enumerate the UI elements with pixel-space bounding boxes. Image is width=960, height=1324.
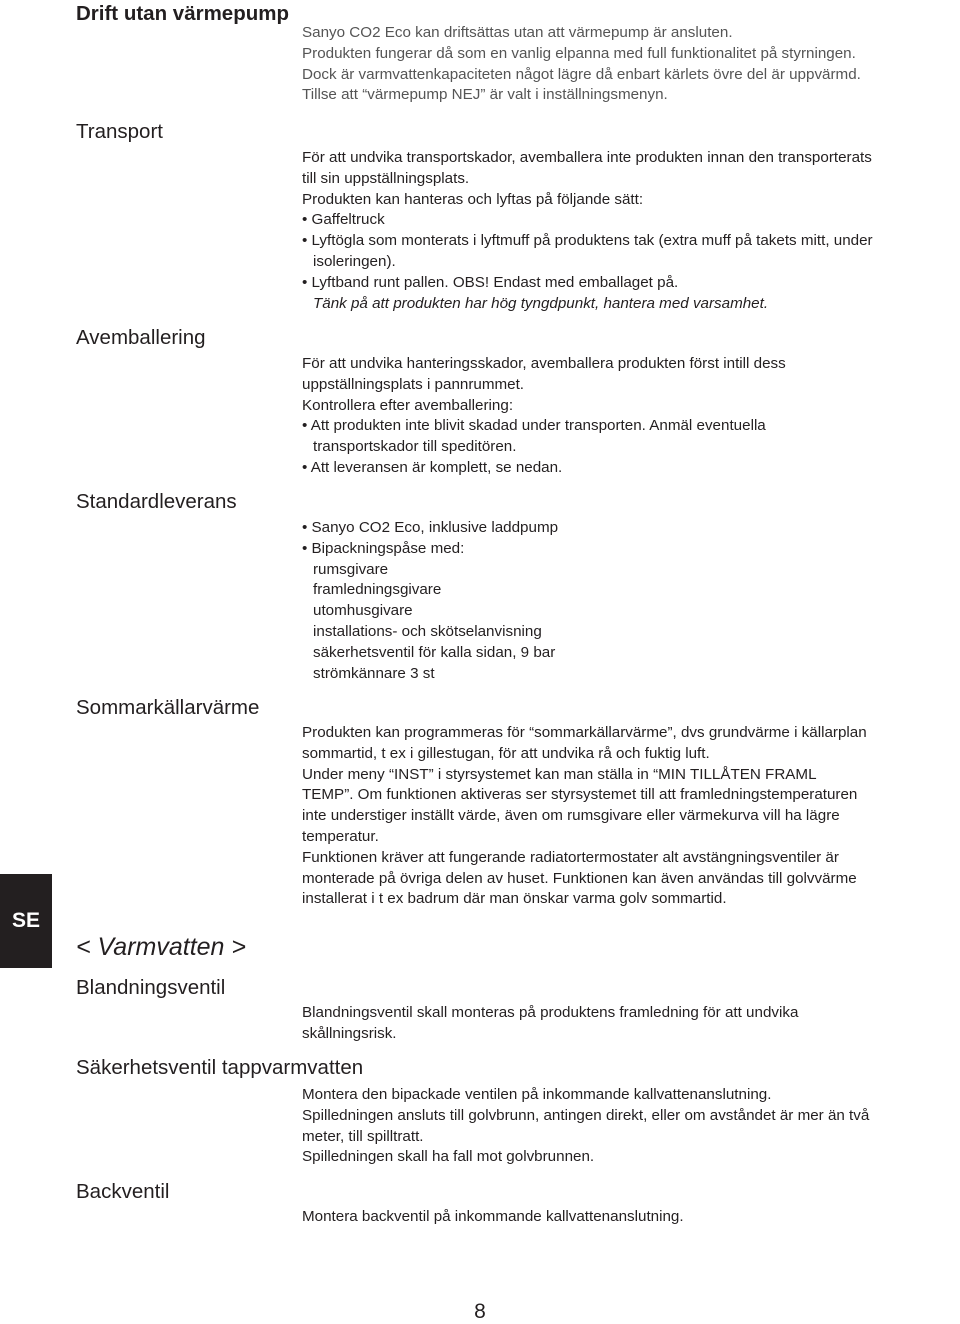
bullet-item: • Gaffeltruck — [302, 211, 385, 229]
sub-item: rumsgivare — [313, 560, 389, 578]
sub-item: framledningsgivare — [313, 581, 442, 599]
text-line: Sanyo CO2 Eco kan driftsättas utan att värmepump är ansluten. — [302, 24, 733, 41]
heading-sakerhetsventil: Säkerhetsventil tappvarmvatten — [76, 1056, 364, 1079]
sub-item: säkerhetsventil för kalla sidan, 9 bar — [313, 643, 556, 661]
heading-varmvatten: < Varmvatten > — [76, 933, 246, 961]
sub-item: strömkännare 3 st — [313, 664, 435, 682]
text-line: För att undvika hanteringsskador, avemballera produkten först intill dess — [302, 355, 786, 372]
language-tab-se: SE — [0, 874, 52, 968]
heading-backventil: Backventil — [76, 1180, 170, 1203]
text-line: Dock är varmvattenkapaciteten något lägre då enbart kärlets övre del är uppvärmd. — [302, 65, 861, 83]
text-line: Produkten fungerar då som en vanlig elpanna med full funktionalitet på styrningen. — [302, 44, 856, 62]
standardleverans-list — [302, 518, 958, 684]
text-line: Under meny “INST” i styrsystemet kan man ställa in “MIN TILLÅTEN FRAML — [302, 765, 817, 783]
text-line: Produkten kan programmeras för “sommarkällarvärme”, dvs grundvärme i källarplan — [302, 724, 867, 741]
bullet-item: • Lyftband runt pallen. OBS! Endast med emballaget på. — [302, 273, 679, 291]
bullet-item: • Att leveransen är komplett, se nedan. — [302, 458, 563, 476]
text-line: inte understiger inställt värde, även om rumsgivare eller värmekurva vill ha lägre — [302, 807, 840, 825]
sub-item: installations- och skötselanvisning — [313, 622, 542, 640]
text-line: Tillse att “värmepump NEJ” är valt i inställningsmenyn. — [302, 86, 668, 104]
text-line: monterade på övriga delen av huset. Funktionen kan även användas till golvvärme — [302, 869, 857, 887]
bullet-item: • Sanyo CO2 Eco, inklusive laddpump — [302, 519, 559, 536]
text-line: meter, till spilltratt. — [302, 1127, 424, 1145]
text-line: skållningsrisk. — [302, 1024, 397, 1042]
text-line: Blandningsventil skall monteras på produktens framledning för att undvika — [302, 1004, 799, 1021]
avemballering-text — [302, 354, 958, 479]
heading-sommarkallarvarme: Sommarkällarvärme — [76, 696, 260, 719]
bullet-continuation: isoleringen). — [313, 252, 396, 270]
text-line: Spilledningen skall ha fall mot golvbrunnen. — [302, 1148, 595, 1166]
text-line: Montera den bipackade ventilen på inkommande kallvattenanslutning. — [302, 1086, 772, 1103]
text-line: Spilledningen ansluts till golvbrunn, antingen direkt, eller om avståndet är mer än två — [302, 1106, 870, 1124]
text-line: till sin uppställningsplats. — [302, 169, 470, 187]
page-number: 8 — [474, 1300, 486, 1323]
text-line: Kontrollera efter avemballering: — [302, 396, 514, 414]
text-line: uppställningsplats i pannrummet. — [302, 375, 525, 393]
text-line: För att undvika transportskador, avemballera inte produkten innan den transporterats — [302, 149, 872, 166]
bullet-item: • Bipackningspåse med: — [302, 539, 465, 557]
backventil-text — [302, 1207, 958, 1228]
heading-blandningsventil: Blandningsventil — [76, 976, 226, 999]
text-line: Funktionen kräver att fungerande radiatortermostater alt avstängningsventiler är — [302, 848, 839, 866]
transport-text — [302, 148, 958, 314]
blandningsventil-text — [302, 1003, 958, 1045]
bullet-continuation: transportskador till speditören. — [313, 438, 517, 456]
heading-standardleverans: Standardleverans — [76, 490, 237, 513]
text-line: Produkten kan hanteras och lyftas på följande sätt: — [302, 190, 644, 208]
text-line: temperatur. — [302, 827, 379, 845]
bullet-item: • Lyftögla som monterats i lyftmuff på produktens tak (extra muff på takets mitt, under — [302, 232, 873, 250]
drift-text — [302, 23, 958, 106]
text-line: installerat i t ex badrum där man önskar varma golv sommartid. — [302, 890, 727, 908]
text-line: Montera backventil på inkommande kallvattenanslutning. — [302, 1208, 684, 1225]
text-line: TEMP”. Om funktionen aktiveras ser styrsystemet till att framledningstemperaturen — [302, 786, 858, 804]
sommarkallarvarme-text — [302, 723, 958, 910]
heading-drift-utan-varmepump: Drift utan värmepump — [76, 2, 289, 25]
sub-item: utomhusgivare — [313, 602, 413, 620]
sakerhetsventil-text — [302, 1085, 958, 1168]
warning-note: Tänk på att produkten har hög tyngdpunkt, hantera med varsamhet. — [313, 294, 769, 312]
heading-avemballering: Avemballering — [76, 326, 206, 349]
text-line: sommartid, t ex i gillestugan, för att undvika rå och fuktig luft. — [302, 744, 710, 762]
bullet-item: • Att produkten inte blivit skadad under transporten. Anmäl eventuella — [302, 417, 766, 435]
heading-transport: Transport — [76, 120, 163, 143]
